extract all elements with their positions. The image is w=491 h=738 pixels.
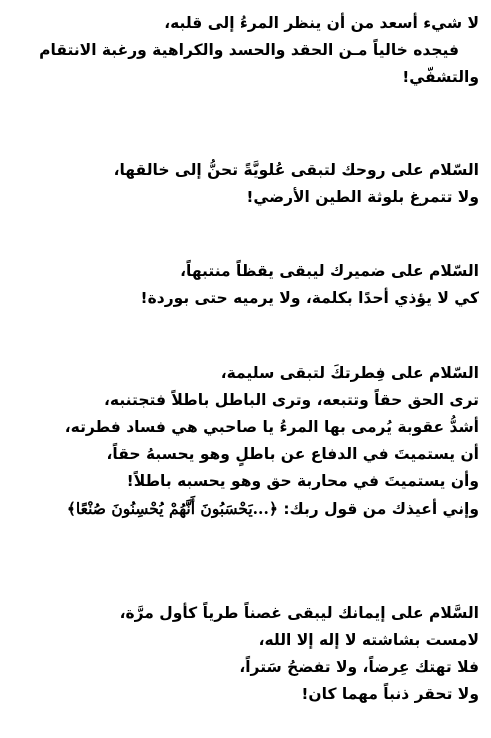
text-line: والتشفّي! <box>402 68 479 86</box>
text-line: السَّلام على إيمانك ليبقى غصناً طرياً كأول مرَّة، <box>119 604 479 622</box>
text-line: ولا تتمرغ بلوثة الطين الأرضي! <box>246 188 479 206</box>
text-fragment: وإني أعيذك من قول ربك: <box>283 500 479 518</box>
text-line: أشدُّ عقوبة يُرمى بها المرءُ يا صاحبي هي فساد فطرته، <box>64 418 479 436</box>
text-line: فلا تهتك عِرضاً، ولا تفضحُ سَتراً، <box>239 658 479 676</box>
stanza-faith <box>8 600 479 708</box>
text-line: السّلام على ضميرك ليبقى يقظاً منتبهاً، <box>180 262 479 280</box>
quran-quote: ﴿...يَحْسَبُونَ أَنَّهُمْ يُحْسِنُونَ صُنْعًا﴾ <box>66 499 278 518</box>
text-line: لا شيء أسعد من أن ينظر المرءُ إلى قلبه، <box>164 14 479 32</box>
stanza-soul <box>8 157 479 211</box>
text-line: وأن يستميتَ في محاربة حق وهو يحسبه باطلاً! <box>126 472 479 490</box>
text-line: السّلام على روحك لتبقى عُلويَّةً تحنُّ إلى خالقها، <box>113 161 479 179</box>
text-line: ترى الحق حقاً وتتبعه، وترى الباطل باطلاً فتجتنبه، <box>104 391 479 409</box>
text-line-with-quote <box>8 495 479 523</box>
text-line: السّلام على فِطرتكَ لتبقى سليمة، <box>220 364 479 382</box>
stanza-heart <box>8 10 479 91</box>
text-line: أن يستميتَ في الدفاع عن باطلٍ وهو يحسبهُ حقاً، <box>106 445 479 463</box>
text-line: لامست بشاشته لا إله إلا الله، <box>258 631 479 649</box>
text-line: ولا تحقر ذنباً مهما كان! <box>301 685 479 703</box>
stanza-conscience <box>8 258 479 312</box>
text-line: كي لا يؤذي أحدًا بكلمة، ولا يرميه حتى بوردة! <box>140 289 479 307</box>
stanza-nature <box>8 360 479 523</box>
text-line: فيجده خالياً مـن الحقد والحسد والكراهية ورغبة الانتقام <box>39 41 459 59</box>
